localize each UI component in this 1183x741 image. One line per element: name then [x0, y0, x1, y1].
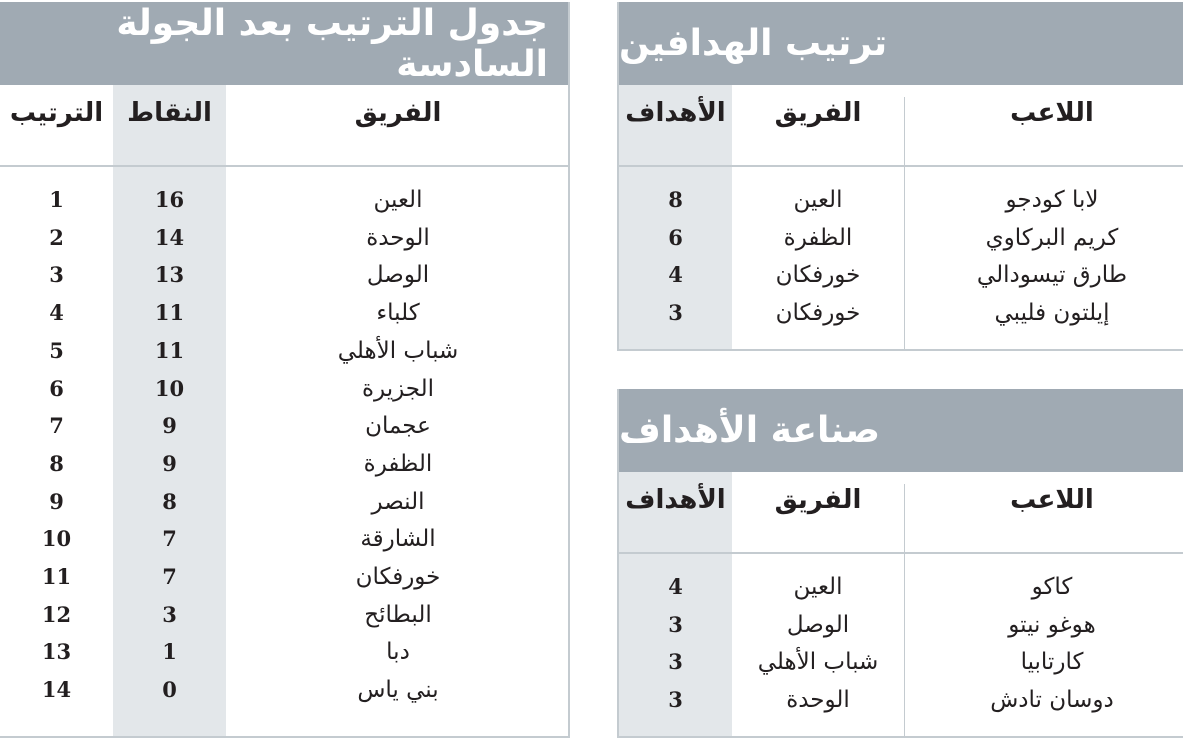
points-value: 9: [162, 413, 177, 438]
player-name: طارق تيسودالي: [976, 262, 1128, 288]
points-column-header: النقاط: [127, 98, 212, 128]
points-value: 0: [162, 677, 177, 702]
points-value: 13: [154, 262, 185, 287]
rank-value: 5: [49, 338, 64, 363]
team-name: خورفكان: [775, 300, 861, 326]
top-scorers-title: ترتيب الهدافين: [619, 2, 1183, 85]
team-name: الظفرة: [783, 225, 853, 251]
points-value: 14: [154, 225, 185, 250]
team-name: دبا: [386, 639, 410, 665]
team-column-header: الفريق: [774, 98, 862, 128]
team-name: شباب الأهلي: [757, 649, 879, 675]
team-name: العين: [373, 187, 423, 213]
standings-title: جدول الترتيب بعد الجولة السادسة: [0, 2, 568, 85]
goals-value: 3: [668, 687, 683, 712]
points-value: 8: [162, 489, 177, 514]
rank-value: 6: [49, 376, 64, 401]
rank-value: 1: [49, 187, 64, 212]
column-divider: [904, 484, 905, 736]
player-name: هوغو نيتو: [1008, 612, 1096, 638]
rank-value: 10: [41, 526, 72, 551]
player-column-header: اللاعب: [1010, 98, 1094, 128]
top-scorers-table: [617, 2, 1183, 351]
rank-value: 14: [41, 677, 72, 702]
team-name: الشارقة: [360, 526, 436, 552]
player-column-header: اللاعب: [1010, 485, 1094, 515]
standings-table: [0, 2, 570, 738]
player-name: كاكو: [1031, 574, 1073, 600]
goals-value: 8: [668, 187, 683, 212]
team-name: النصر: [371, 489, 425, 515]
goals-value: 4: [668, 262, 683, 287]
goals-column-header: الأهداف: [625, 98, 726, 128]
rank-value: 8: [49, 451, 64, 476]
goals-value: 3: [668, 612, 683, 637]
column-divider: [904, 97, 905, 349]
points-value: 16: [154, 187, 185, 212]
points-value: 11: [154, 338, 185, 363]
player-name: إيلتون فليبي: [994, 300, 1110, 326]
player-name: كريم البركاوي: [985, 225, 1119, 251]
player-name: كارتابيا: [1020, 649, 1084, 675]
points-value: 11: [154, 300, 185, 325]
team-name: خورفكان: [775, 262, 861, 288]
goals-value: 3: [668, 649, 683, 674]
goals-value: 3: [668, 300, 683, 325]
team-name: العين: [793, 574, 843, 600]
header-divider: [619, 552, 1183, 554]
rank-value: 7: [49, 413, 64, 438]
player-name: لابا كودجو: [1005, 187, 1099, 213]
points-value: 9: [162, 451, 177, 476]
team-name: الوحدة: [366, 225, 430, 251]
team-name: العين: [793, 187, 843, 213]
team-name: كلباء: [376, 300, 420, 326]
points-value: 3: [162, 602, 177, 627]
team-name: الوصل: [366, 262, 430, 288]
header-divider: [0, 165, 568, 167]
player-name: دوسان تادش: [990, 687, 1114, 713]
points-value: 7: [162, 564, 177, 589]
team-name: الوحدة: [786, 687, 850, 713]
team-name: بني ياس: [357, 677, 439, 703]
team-column-header: الفريق: [774, 485, 862, 515]
team-name: شباب الأهلي: [337, 338, 459, 364]
rank-value: 3: [49, 262, 64, 287]
assists-title: صناعة الأهداف: [619, 389, 1183, 472]
rank-value: 9: [49, 489, 64, 514]
assists-table: [617, 389, 1183, 738]
goals-value: 6: [668, 225, 683, 250]
rank-value: 12: [41, 602, 72, 627]
header-divider: [619, 165, 1183, 167]
goals-value: 4: [668, 574, 683, 599]
rank-value: 11: [41, 564, 72, 589]
team-name: البطائح: [364, 602, 432, 628]
points-value: 7: [162, 526, 177, 551]
rank-value: 2: [49, 225, 64, 250]
team-name: الظفرة: [363, 451, 433, 477]
team-name: عجمان: [365, 413, 431, 439]
team-column-header: الفريق: [354, 98, 442, 128]
points-value: 1: [162, 639, 177, 664]
goals-column-header: الأهداف: [625, 485, 726, 515]
rank-value: 4: [49, 300, 64, 325]
team-name: خورفكان: [355, 564, 441, 590]
team-name: الجزيرة: [361, 376, 435, 402]
points-value: 10: [154, 376, 185, 401]
rank-column-header: الترتيب: [9, 98, 104, 128]
rank-value: 13: [41, 639, 72, 664]
team-name: الوصل: [786, 612, 850, 638]
